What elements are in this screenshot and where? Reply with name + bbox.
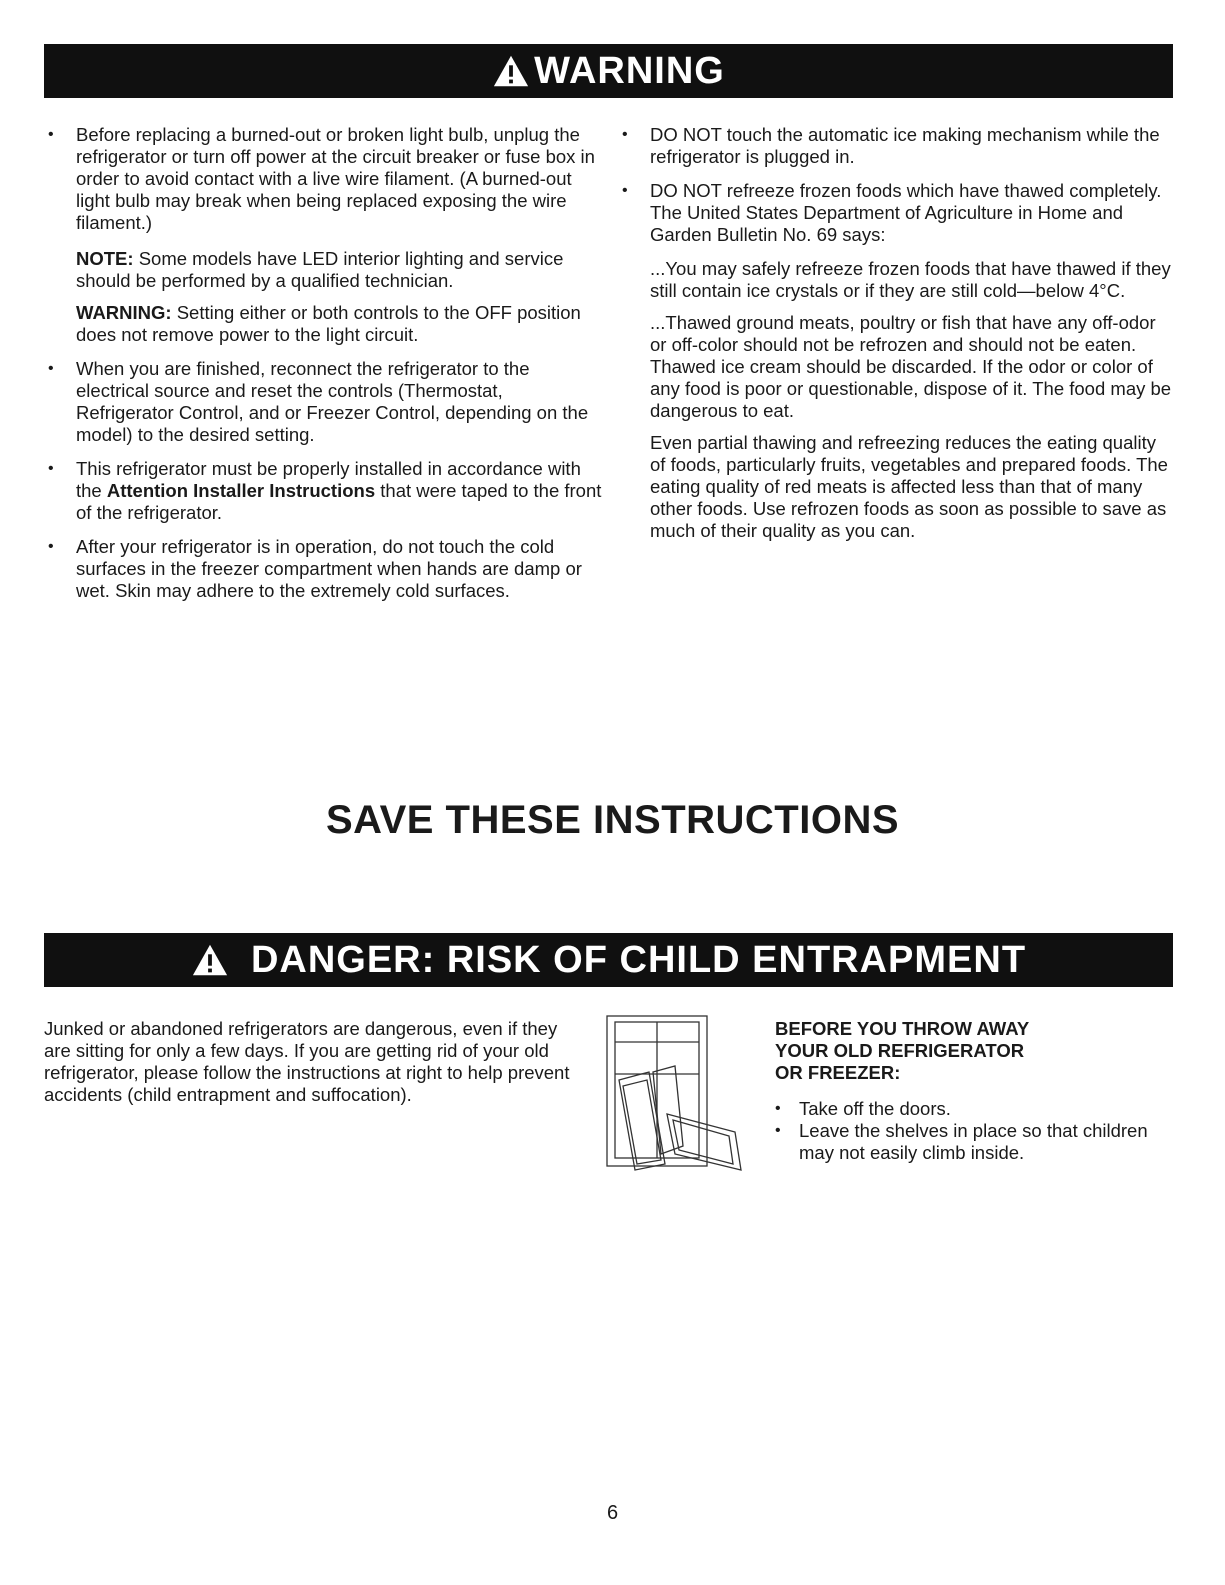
quote-paragraph: ...Thawed ground meats, poultry or fish that have any off-odor or off-color should not be refrozen and should not be eaten. Thawed ice cream should be discarded. If the odor or color of any food is poor or questionable, dispose of it. The food may be dangerous to eat. (650, 312, 1172, 421)
warning-text: Setting either or both controls to the OFF position does not remove power to the light circuit. (76, 302, 581, 345)
danger-banner (44, 933, 1173, 987)
disposal-instructions (775, 1018, 1175, 1164)
installer-instructions-ref: Attention Installer Instructions (106, 480, 376, 501)
list-item (44, 536, 604, 602)
disposal-heading: BEFORE YOU THROW AWAY (775, 1018, 1030, 1039)
warning-triangle-icon (191, 942, 229, 978)
thawing-paragraph: Even partial thawing and refreezing reduces the eating quality of foods, particularly fruits, vegetables and prepared foods. The eating quality of red meats is affected less than that of many other foods. Use refrozen foods as soon as possible to save as much of their quality as you can. (650, 432, 1168, 541)
disposal-heading: YOUR OLD REFRIGERATOR (775, 1040, 1025, 1061)
reconnect-text: When you are finished, reconnect the refrigerator to the electrical source and reset the controls (Thermostat, Refrigerator Control, and or Freezer Control, depending on the model) to the desired setting. (76, 358, 589, 445)
ice-maker-text: DO NOT touch the automatic ice making mechanism while the refrigerator is plugged in. (650, 124, 1160, 167)
cold-surfaces-text: After your refrigerator is in operation, do not touch the cold surfaces in the freezer compartment when hands are damp or wet. Skin may adhere to the extremely cold surfaces. (76, 536, 582, 601)
warning-banner (44, 44, 1173, 98)
list-item (618, 124, 1174, 168)
list-item: • Leave the shelves in place so that children may not easily climb inside. (775, 1120, 1175, 1164)
danger-paragraph: Junked or abandoned refrigerators are dangerous, even if they are sitting for only a few days. If you are getting rid of your old refrigerator, please follow the instructions at right to help prevent accidents (child entrapment and suffocation). (44, 1018, 570, 1105)
note-paragraph (76, 248, 604, 292)
quote-paragraph: ...You may safely refreeze frozen foods that have thawed if they still contain ice crystals or if they are still cold—below 4°C. (650, 258, 1171, 301)
list-item: • Take off the doors. (775, 1098, 1175, 1120)
refrigerator-illustration (605, 1014, 765, 1174)
warning-label: WARNING: (76, 302, 172, 323)
bulb-replacement-text: • Before replacing a burned-out or broken light bulb, unplug the refrigerator or turn off power at the circuit breaker or fuse box in order to avoid contact with a live wire filament. (A burned-out light bulb may break when being replaced exposing the wire filament.) (76, 124, 595, 233)
list-item (44, 358, 604, 446)
warning-paragraph (76, 302, 604, 346)
install-text: This refrigerator must be properly installed in accordance with the (76, 458, 581, 501)
page-number: 6 (606, 1502, 619, 1524)
warning-triangle-icon (492, 53, 530, 89)
danger-title: DANGER: RISK OF CHILD ENTRAPMENT (250, 938, 1027, 981)
note-text: Some models have LED interior lighting and service should be performed by a qualified technician. (76, 248, 564, 291)
refreeze-text: DO NOT refreeze frozen foods which have thawed completely. The United States Department of Agriculture in Home and Garden Bulletin No. 69 says: (650, 180, 1162, 245)
list-item (618, 180, 1174, 246)
list-item (44, 124, 604, 346)
left-column (44, 124, 604, 614)
install-text-end: that were taped to the front of the refrigerator. (76, 480, 602, 523)
note-label: NOTE: (76, 248, 134, 269)
save-instructions-heading: SAVE THESE INSTRUCTIONS (325, 798, 900, 842)
right-column (618, 124, 1174, 552)
disposal-heading: OR FREEZER: (775, 1062, 901, 1083)
warning-title: WARNING (534, 49, 725, 92)
list-item (44, 458, 604, 524)
